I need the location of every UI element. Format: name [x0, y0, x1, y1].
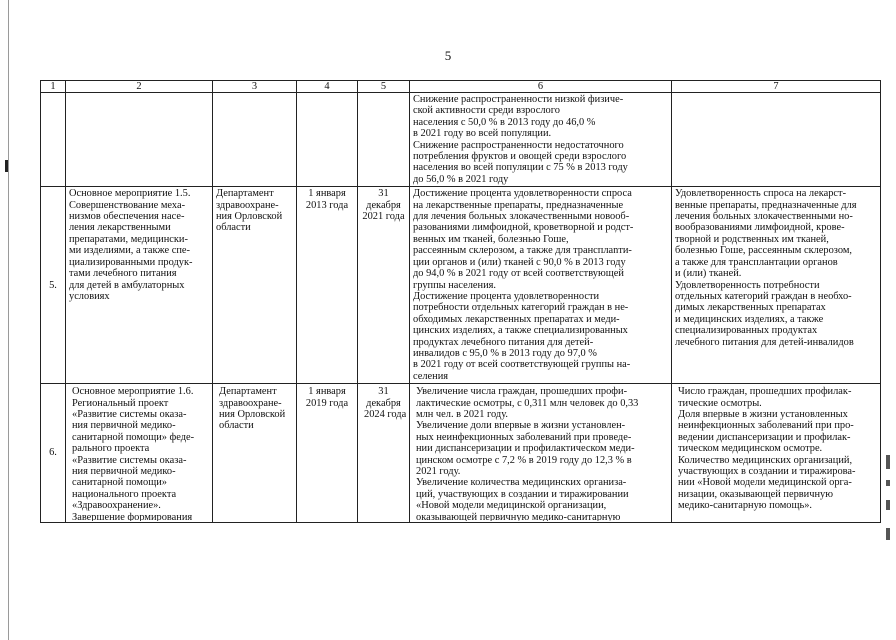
- text-line: неинфекционных заболеваний при про-: [678, 420, 854, 432]
- start-date-cell: [297, 93, 358, 187]
- text-line: млн чел. в 2021 году.: [416, 408, 508, 420]
- text-line: Снижение распространенности низкой физиче-: [413, 94, 624, 105]
- text-line: условиях: [69, 290, 110, 302]
- text-line: 1 января: [308, 188, 346, 200]
- table-row: [41, 93, 881, 187]
- text-line: нии «Новой модели медицинской орга-: [678, 477, 852, 489]
- end-date-cell: [358, 93, 410, 187]
- text-line: тические осмотры.: [678, 397, 762, 409]
- table-row: [41, 384, 881, 523]
- text-line: в 2021 году во всей популяции.: [413, 128, 552, 140]
- text-line: декабря: [366, 397, 401, 409]
- text-line: «Развитие системы оказа-: [72, 454, 187, 466]
- text-line: санитарной помощи»: [72, 477, 167, 489]
- text-line: ния Орловской: [219, 408, 286, 420]
- end-date-cell: [358, 187, 410, 384]
- text-line: Увеличение доли впервые в жизни установлен-: [416, 420, 626, 432]
- text-line: здравоохране-: [219, 397, 282, 409]
- text-line: венных им тканей, болезнью Гоше,: [413, 233, 569, 245]
- text-line: медико-санитарную помощь».: [678, 500, 812, 512]
- row-number: 6.: [41, 384, 66, 523]
- text-line: 2019 года: [305, 397, 349, 409]
- text-line: населения во всей популяции с 75 % в 2013 году: [413, 162, 628, 174]
- text-line: Региональный проект: [72, 397, 169, 409]
- text-line: области: [216, 222, 251, 234]
- column-number-6: 6: [410, 81, 672, 93]
- right-scan-mark: [886, 480, 890, 486]
- text-line: вообразованиями лимфоидной, крове-: [675, 222, 845, 234]
- text-line: инвалидов с 95,0 % в 2013 году до 97,0 %: [413, 347, 597, 359]
- indicator-cell: [672, 384, 881, 523]
- text-line: и (или) тканей.: [675, 268, 742, 280]
- text-line: тическом медицинском осмотре.: [678, 443, 823, 455]
- text-line: 1 января: [308, 386, 346, 398]
- text-line: отдельных категорий граждан в необхо-: [675, 290, 852, 302]
- text-line: Департамент: [216, 188, 274, 200]
- measure-cell: [66, 93, 213, 187]
- text-line: 2021 года: [362, 211, 405, 223]
- text-line: до 56,0 % в 2021 году: [413, 173, 509, 185]
- text-line: потребления фруктов и овощей среди взрослого: [413, 151, 627, 163]
- program-table: [40, 80, 881, 523]
- text-line: санитарной помощи» феде-: [72, 431, 195, 443]
- text-line: участвующих в создании и тиражирова-: [678, 466, 856, 477]
- measure-cell: [66, 187, 213, 384]
- column-number-7: 7: [672, 81, 881, 93]
- column-number-5: 5: [358, 81, 410, 93]
- text-line: 2024 года: [364, 408, 406, 420]
- text-line: 2021 году.: [416, 466, 461, 477]
- column-number-4: 4: [297, 81, 358, 93]
- text-line: для детей в амбулаторных: [69, 279, 185, 291]
- text-line: цинских изделиях, а также специализированных: [413, 325, 628, 337]
- text-line: творной и родственных им тканей,: [675, 233, 829, 245]
- text-line: низмов обеспечения насе-: [69, 211, 185, 223]
- text-line: разованиями лимфоидной, кроветворной и родст-: [413, 222, 634, 234]
- text-line: 31: [378, 188, 389, 200]
- text-line: лактические осмотры, с 0,311 млн человек до 0,33: [416, 397, 639, 409]
- column-number-1: 1: [41, 81, 66, 93]
- column-number-3: 3: [213, 81, 297, 93]
- text-line: Увеличение количества медицинских организа-: [416, 477, 627, 489]
- text-line: Снижение распространенности недостаточного: [413, 139, 624, 151]
- text-line: специализированных продуктах: [675, 325, 818, 337]
- text-line: 31: [378, 386, 389, 398]
- text-line: ния первичной медико-: [72, 466, 176, 477]
- executor-cell: [213, 93, 297, 187]
- text-line: ми изделиями, а также спе-: [69, 245, 190, 257]
- text-line: и медицинских изделиях, а также: [675, 313, 824, 325]
- text-line: димых лекарственных препаратах: [675, 302, 826, 314]
- text-line: ведении диспансеризации и профилак-: [678, 431, 851, 443]
- text-line: «Развитие системы оказа-: [72, 408, 187, 420]
- text-line: Достижение процента удовлетворенности: [413, 290, 600, 302]
- left-scan-mark: [5, 160, 8, 172]
- measure-cell: [66, 384, 213, 523]
- result-cell: [410, 187, 672, 384]
- text-line: Департамент: [219, 386, 277, 398]
- text-line: лечения больных злокачественными но-: [675, 211, 853, 223]
- text-line: ления лекарственными: [69, 222, 171, 234]
- text-line: продуктах лечебного питания для детей-: [413, 336, 594, 348]
- text-line: Основное мероприятие 1.6.: [72, 386, 194, 398]
- text-line: Количество медицинских организаций,: [678, 454, 853, 466]
- start-date-cell: [297, 187, 358, 384]
- text-line: декабря: [366, 199, 401, 211]
- text-line: потребности отдельных категорий граждан в не-: [413, 302, 629, 314]
- text-line: «Новой модели медицинской организации,: [416, 500, 607, 512]
- text-line: до 94,0 % в 2021 году от всей соответствующей: [413, 268, 624, 280]
- text-line: тами лечебного питания: [69, 268, 177, 280]
- text-line: ций, участвующих в создании и тиражировании: [416, 488, 629, 500]
- right-scan-mark: [886, 455, 890, 469]
- column-number-2: 2: [66, 81, 213, 93]
- text-line: рального проекта: [72, 443, 150, 455]
- row-number: [41, 93, 66, 187]
- text-line: болезнью Гоше, рассеянным склерозом,: [675, 245, 853, 257]
- indicator-cell: [672, 93, 881, 187]
- text-line: 2013 года: [305, 199, 349, 211]
- text-line: циализированными продук-: [69, 256, 193, 268]
- text-line: «Здравоохранение».: [72, 500, 161, 512]
- text-line: рассеянным склерозом, а также для трансплanти-: [413, 245, 632, 257]
- text-line: Основное мероприятие 1.5.: [69, 188, 191, 200]
- text-line: Достижение процента удовлетворенности спроса: [413, 188, 632, 200]
- text-line: области: [219, 420, 254, 432]
- text-line: ния Орловской: [216, 211, 283, 223]
- text-line: ции органов и (или) тканей с 90,0 % в 2013 году: [413, 256, 626, 268]
- result-cell: [410, 93, 672, 187]
- text-line: цинском осмотре с 7,2 % в 2019 году до 12,3 % в: [416, 454, 632, 466]
- text-line: Совершенствование меха-: [69, 199, 186, 211]
- table-header-row: [41, 81, 881, 93]
- text-line: населения с 50,0 % в 2013 году до 46,0 %: [413, 116, 596, 128]
- text-line: на лекарственные препараты, предназначенные: [413, 199, 624, 211]
- page-number: 5: [444, 48, 452, 63]
- text-line: лечебного питания для детей-инвалидов: [675, 336, 854, 348]
- text-line: ния первичной медико-: [72, 420, 176, 432]
- text-line: венные препараты, предназначенные для: [675, 199, 857, 211]
- text-line: Удовлетворенность спроса на лекарст-: [675, 188, 847, 200]
- right-scan-mark: [886, 500, 890, 510]
- text-line: Завершение формирования: [72, 511, 193, 522]
- result-cell: [410, 384, 672, 523]
- text-line: ской активности среди взрослого: [413, 105, 560, 117]
- left-scan-edge: [8, 0, 9, 640]
- text-line: здравоохране-: [216, 199, 279, 211]
- right-scan-mark: [886, 528, 890, 540]
- start-date-cell: [297, 384, 358, 523]
- text-line: Число граждан, прошедших профилак-: [678, 386, 852, 398]
- text-line: Удовлетворенность потребности: [675, 279, 820, 291]
- text-line: Доля впервые в жизни установленных: [678, 408, 848, 420]
- text-line: национального проекта: [72, 488, 177, 500]
- text-line: оказывающей первичную медико-санитарную: [416, 511, 621, 522]
- executor-cell: [213, 187, 297, 384]
- text-line: Увеличение числа граждан, прошедших профи-: [416, 386, 628, 398]
- text-line: для лечения больных злокачественными новооб-: [413, 211, 630, 223]
- text-line: селения: [413, 370, 449, 382]
- indicator-cell: [672, 187, 881, 384]
- table-row: [41, 187, 881, 384]
- text-line: ных неинфекционных заболеваний при проведе-: [416, 431, 632, 443]
- text-line: а также для трансплантации органов: [675, 256, 838, 268]
- text-line: обходимых лекарственных препаратах и меди-: [413, 313, 620, 325]
- text-line: нии диспансеризации и профилактическом меди-: [416, 443, 635, 455]
- end-date-cell: [358, 384, 410, 523]
- text-line: группы населения.: [413, 279, 497, 291]
- text-line: в 2021 году от всей соответствующей группы на-: [413, 359, 631, 371]
- executor-cell: [213, 384, 297, 523]
- text-line: препаратами, медицински-: [69, 233, 188, 245]
- row-number: 5.: [41, 187, 66, 384]
- text-line: низации, оказывающей первичную: [678, 488, 833, 500]
